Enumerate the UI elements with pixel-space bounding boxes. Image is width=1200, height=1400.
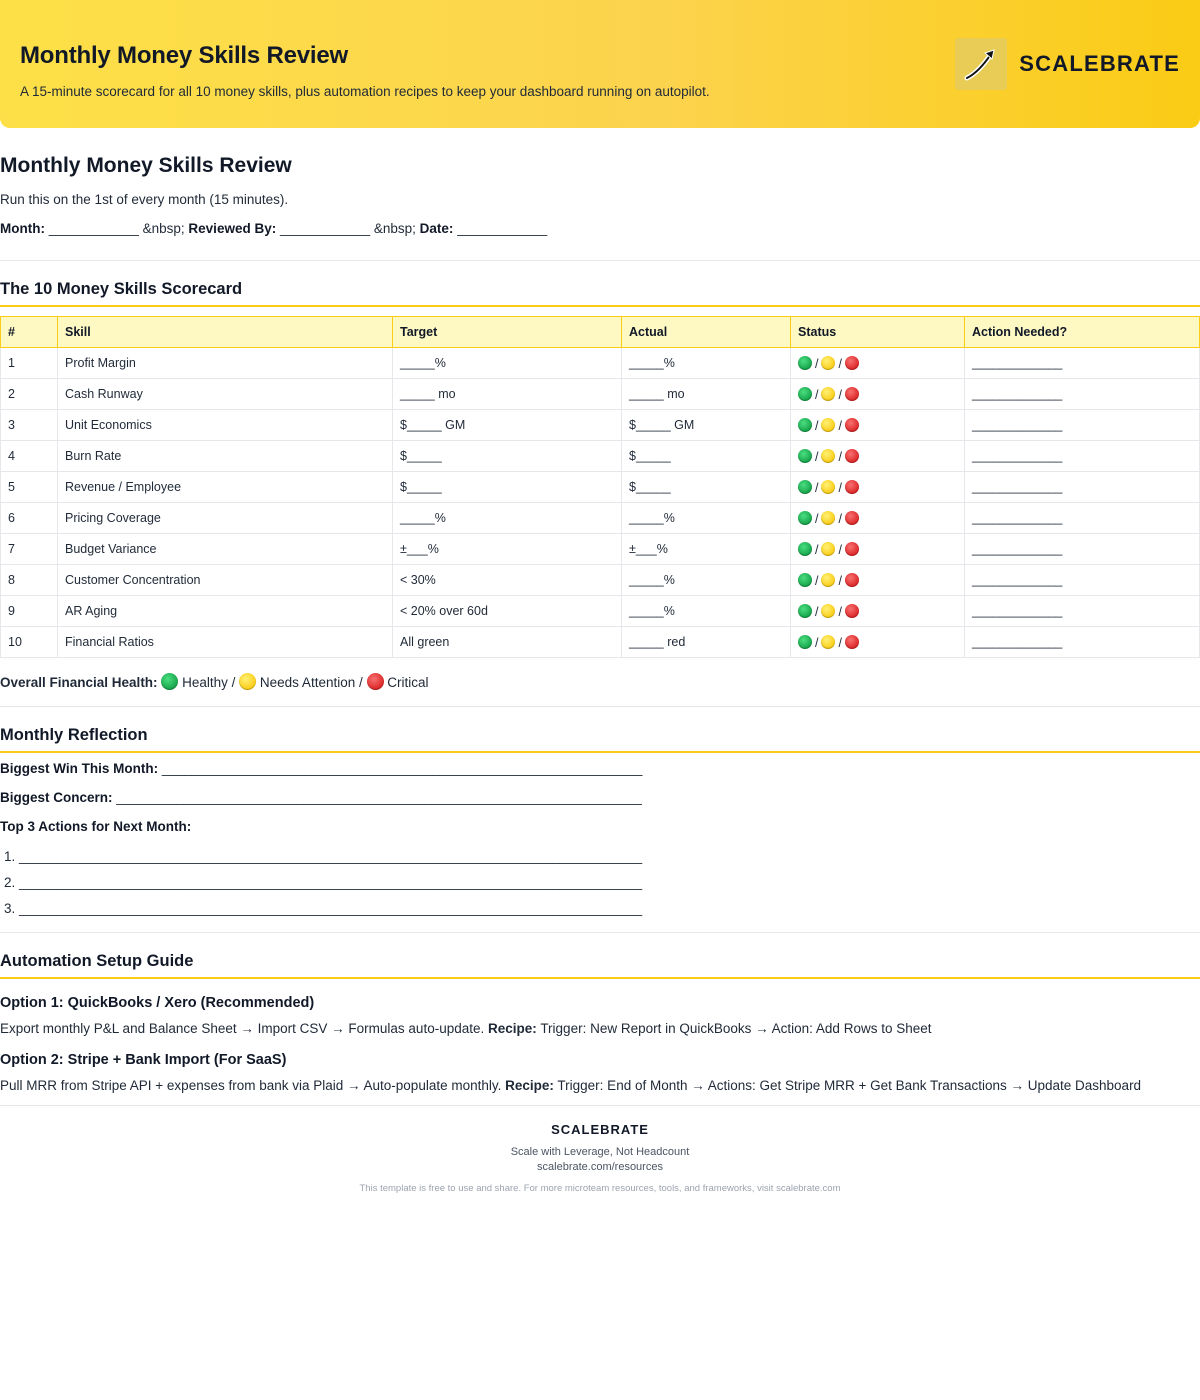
- yellow-circle-icon[interactable]: [821, 635, 835, 649]
- yellow-circle-icon[interactable]: [821, 418, 835, 432]
- table-row: [1, 627, 1200, 658]
- red-circle-icon[interactable]: [845, 542, 859, 556]
- row-number: 10: [1, 627, 58, 658]
- status-separator: /: [838, 511, 842, 526]
- brand-name: SCALEBRATE: [1019, 51, 1180, 76]
- red-circle-icon[interactable]: [845, 449, 859, 463]
- table-header-row: [1, 317, 1200, 348]
- status-separator: /: [838, 604, 842, 619]
- spacer-text: &nbsp;: [373, 221, 416, 236]
- green-circle-icon[interactable]: [798, 573, 812, 587]
- divider: [0, 706, 1200, 707]
- skill-name: Pricing Coverage: [58, 503, 393, 534]
- row-number: 3: [1, 410, 58, 441]
- status-separator: /: [815, 573, 819, 588]
- green-circle-icon[interactable]: [798, 480, 812, 494]
- section-underline: [0, 751, 1200, 753]
- top-actions-label: Top 3 Actions for Next Month:: [0, 819, 192, 834]
- yellow-circle-icon[interactable]: [821, 480, 835, 494]
- column-header: #: [1, 317, 58, 348]
- actual-field[interactable]: _____%: [622, 348, 791, 379]
- target-field[interactable]: < 30%: [393, 565, 622, 596]
- action-needed-field[interactable]: _____________: [965, 503, 1200, 534]
- target-field[interactable]: $_____ GM: [393, 410, 622, 441]
- actual-field[interactable]: $_____: [622, 472, 791, 503]
- header-banner: [0, 0, 1200, 128]
- skill-name: Customer Concentration: [58, 565, 393, 596]
- yellow-circle-icon[interactable]: [821, 356, 835, 370]
- health-attention: Needs Attention /: [259, 675, 363, 690]
- yellow-circle-icon[interactable]: [239, 673, 256, 690]
- green-circle-icon[interactable]: [798, 449, 812, 463]
- row-number: 1: [1, 348, 58, 379]
- skill-name: Cash Runway: [58, 379, 393, 410]
- status-separator: /: [815, 449, 819, 464]
- status-cell: [791, 379, 965, 410]
- reflection-title: Monthly Reflection: [0, 726, 148, 744]
- target-field[interactable]: _____%: [393, 503, 622, 534]
- recipe-label: Recipe:: [505, 1078, 554, 1093]
- action-needed-field[interactable]: _____________: [965, 348, 1200, 379]
- yellow-circle-icon[interactable]: [821, 387, 835, 401]
- table-row: [1, 441, 1200, 472]
- reviewed-by-label: Reviewed By:: [188, 221, 277, 236]
- action-needed-field[interactable]: _____________: [965, 472, 1200, 503]
- actual-field[interactable]: _____ mo: [622, 379, 791, 410]
- table-row: [1, 410, 1200, 441]
- scalebrate-logo-icon: [955, 38, 1007, 90]
- status-separator: /: [838, 356, 842, 371]
- option-1-text: Export monthly P&L and Balance Sheet → Import CSV → Formulas auto-update.: [0, 1021, 485, 1036]
- action-item[interactable]: 1. ___________________________________________________________________________________: [4, 849, 643, 864]
- red-circle-icon[interactable]: [845, 573, 859, 587]
- green-circle-icon[interactable]: [798, 511, 812, 525]
- column-header: Actual: [622, 317, 791, 348]
- action-item[interactable]: 3. ___________________________________________________________________________________: [4, 901, 643, 916]
- action-needed-field[interactable]: _____________: [965, 441, 1200, 472]
- scorecard-title: The 10 Money Skills Scorecard: [0, 280, 243, 298]
- table-row: [1, 503, 1200, 534]
- automation-title: Automation Setup Guide: [0, 952, 194, 970]
- recipe-label: Recipe:: [488, 1021, 537, 1036]
- column-header: Skill: [58, 317, 393, 348]
- biggest-concern-field[interactable]: ______________________________________________________________________: [116, 790, 642, 805]
- green-circle-icon[interactable]: [798, 387, 812, 401]
- row-number: 2: [1, 379, 58, 410]
- target-field[interactable]: $_____: [393, 441, 622, 472]
- status-cell: [791, 534, 965, 565]
- red-circle-icon[interactable]: [845, 356, 859, 370]
- date-label: Date:: [419, 221, 454, 236]
- status-separator: /: [838, 449, 842, 464]
- option-1-recipe: Trigger: New Report in QuickBooks → Action: Add Rows to Sheet: [540, 1021, 932, 1036]
- option-2-description: [0, 1078, 1200, 1093]
- yellow-circle-icon[interactable]: [821, 604, 835, 618]
- table-row: [1, 472, 1200, 503]
- yellow-circle-icon[interactable]: [821, 511, 835, 525]
- green-circle-icon[interactable]: [798, 635, 812, 649]
- green-circle-icon[interactable]: [798, 356, 812, 370]
- target-field[interactable]: $_____: [393, 472, 622, 503]
- action-needed-field[interactable]: _____________: [965, 410, 1200, 441]
- health-healthy: Healthy /: [182, 675, 236, 690]
- status-separator: /: [838, 387, 842, 402]
- yellow-circle-icon[interactable]: [821, 542, 835, 556]
- skill-name: Profit Margin: [58, 348, 393, 379]
- status-separator: /: [838, 418, 842, 433]
- action-needed-field[interactable]: _____________: [965, 565, 1200, 596]
- divider: [0, 932, 1200, 933]
- action-needed-field[interactable]: _____________: [965, 627, 1200, 658]
- actual-field[interactable]: ±___%: [622, 534, 791, 565]
- target-field[interactable]: _____%: [393, 348, 622, 379]
- status-separator: /: [815, 635, 819, 650]
- option-2-title: Option 2: Stripe + Bank Import (For SaaS): [0, 1052, 287, 1068]
- biggest-win-label: Biggest Win This Month:: [0, 761, 159, 776]
- row-number: 9: [1, 596, 58, 627]
- column-header: Target: [393, 317, 622, 348]
- row-number: 8: [1, 565, 58, 596]
- divider: [0, 1105, 1200, 1106]
- red-circle-icon[interactable]: [845, 604, 859, 618]
- reviewed-by-field[interactable]: ____________: [279, 221, 371, 236]
- target-field[interactable]: < 20% over 60d: [393, 596, 622, 627]
- actual-field[interactable]: _____%: [622, 503, 791, 534]
- overall-health: [0, 673, 1200, 690]
- action-needed-field[interactable]: _____________: [965, 379, 1200, 410]
- divider: [0, 260, 1200, 261]
- footer: [0, 1122, 1200, 1194]
- actual-field[interactable]: _____%: [622, 565, 791, 596]
- status-cell: [791, 503, 965, 534]
- header-title: Monthly Money Skills Review: [20, 42, 349, 69]
- header-subtitle: A 15-minute scorecard for all 10 money skills, plus automation recipes to keep your dashboard running on autopilot.: [20, 84, 710, 99]
- skill-name: AR Aging: [58, 596, 393, 627]
- biggest-win-field[interactable]: ________________________________________________________________: [161, 761, 643, 776]
- option-1-description: [0, 1021, 1200, 1036]
- status-separator: /: [838, 542, 842, 557]
- target-field[interactable]: _____ mo: [393, 379, 622, 410]
- status-separator: /: [815, 542, 819, 557]
- green-circle-icon[interactable]: [798, 604, 812, 618]
- yellow-circle-icon[interactable]: [821, 449, 835, 463]
- red-circle-icon[interactable]: [845, 511, 859, 525]
- row-number: 4: [1, 441, 58, 472]
- top-actions-line: [0, 819, 1200, 834]
- skill-name: Financial Ratios: [58, 627, 393, 658]
- red-circle-icon[interactable]: [367, 673, 384, 690]
- biggest-concern-line: [0, 790, 1200, 805]
- health-critical: Critical: [387, 675, 429, 690]
- run-instructions: Run this on the 1st of every month (15 minutes).: [0, 192, 289, 207]
- section-underline: [0, 305, 1200, 307]
- actual-field[interactable]: $_____: [622, 441, 791, 472]
- footer-brand: SCALEBRATE: [551, 1122, 649, 1137]
- table-row: [1, 596, 1200, 627]
- table-row: [1, 534, 1200, 565]
- red-circle-icon[interactable]: [845, 387, 859, 401]
- action-needed-field[interactable]: _____________: [965, 596, 1200, 627]
- red-circle-icon[interactable]: [845, 418, 859, 432]
- footer-link[interactable]: scalebrate.com/resources: [537, 1161, 663, 1173]
- target-field[interactable]: All green: [393, 627, 622, 658]
- table-row: [1, 348, 1200, 379]
- action-needed-field[interactable]: _____________: [965, 534, 1200, 565]
- date-field[interactable]: ____________: [457, 221, 548, 236]
- status-separator: /: [815, 511, 819, 526]
- red-circle-icon[interactable]: [845, 480, 859, 494]
- biggest-concern-label: Biggest Concern:: [0, 790, 113, 805]
- status-separator: /: [815, 604, 819, 619]
- red-circle-icon[interactable]: [845, 635, 859, 649]
- row-number: 5: [1, 472, 58, 503]
- row-number: 6: [1, 503, 58, 534]
- yellow-circle-icon[interactable]: [821, 573, 835, 587]
- skill-name: Budget Variance: [58, 534, 393, 565]
- top-actions-list: [0, 844, 1200, 922]
- green-circle-icon[interactable]: [161, 673, 178, 690]
- page-title: Monthly Money Skills Review: [0, 154, 292, 177]
- column-header: Status: [791, 317, 965, 348]
- option-1-title: Option 1: QuickBooks / Xero (Recommended): [0, 995, 315, 1011]
- column-header: Action Needed?: [965, 317, 1200, 348]
- status-cell: [791, 627, 965, 658]
- scorecard-table: [0, 316, 1200, 658]
- spacer-text: &nbsp;: [142, 221, 185, 236]
- status-separator: /: [815, 387, 819, 402]
- actual-field[interactable]: _____ red: [622, 627, 791, 658]
- health-label: Overall Financial Health:: [0, 675, 158, 690]
- status-cell: [791, 441, 965, 472]
- actual-field[interactable]: _____%: [622, 596, 791, 627]
- status-cell: [791, 410, 965, 441]
- review-meta: [0, 221, 1200, 236]
- green-circle-icon[interactable]: [798, 542, 812, 556]
- status-separator: /: [838, 635, 842, 650]
- option-2-recipe: Trigger: End of Month → Actions: Get Stripe MRR + Get Bank Transactions → Update Dashboard: [557, 1078, 1142, 1093]
- row-number: 7: [1, 534, 58, 565]
- status-cell: [791, 472, 965, 503]
- status-separator: /: [838, 480, 842, 495]
- status-separator: /: [815, 418, 819, 433]
- section-underline: [0, 977, 1200, 979]
- table-row: [1, 379, 1200, 410]
- skill-name: Burn Rate: [58, 441, 393, 472]
- month-field[interactable]: ____________: [48, 221, 139, 236]
- action-item[interactable]: 2. ___________________________________________________________________________________: [4, 875, 643, 890]
- target-field[interactable]: ±___%: [393, 534, 622, 565]
- status-cell: [791, 348, 965, 379]
- status-cell: [791, 565, 965, 596]
- option-2-text: Pull MRR from Stripe API + expenses from bank via Plaid → Auto-populate monthly.: [0, 1078, 502, 1093]
- footer-note: This template is free to use and share. For more microteam resources, tools, and frameworks, visit scalebrate.com: [359, 1183, 841, 1194]
- status-cell: [791, 596, 965, 627]
- month-label: Month:: [0, 221, 45, 236]
- status-separator: /: [815, 480, 819, 495]
- biggest-win-line: [0, 761, 1200, 776]
- green-circle-icon[interactable]: [798, 418, 812, 432]
- footer-tagline: Scale with Leverage, Not Headcount: [510, 1146, 690, 1158]
- status-separator: /: [815, 356, 819, 371]
- brand: [955, 38, 1180, 90]
- skill-name: Unit Economics: [58, 410, 393, 441]
- skill-name: Revenue / Employee: [58, 472, 393, 503]
- actual-field[interactable]: $_____ GM: [622, 410, 791, 441]
- table-row: [1, 565, 1200, 596]
- status-separator: /: [838, 573, 842, 588]
